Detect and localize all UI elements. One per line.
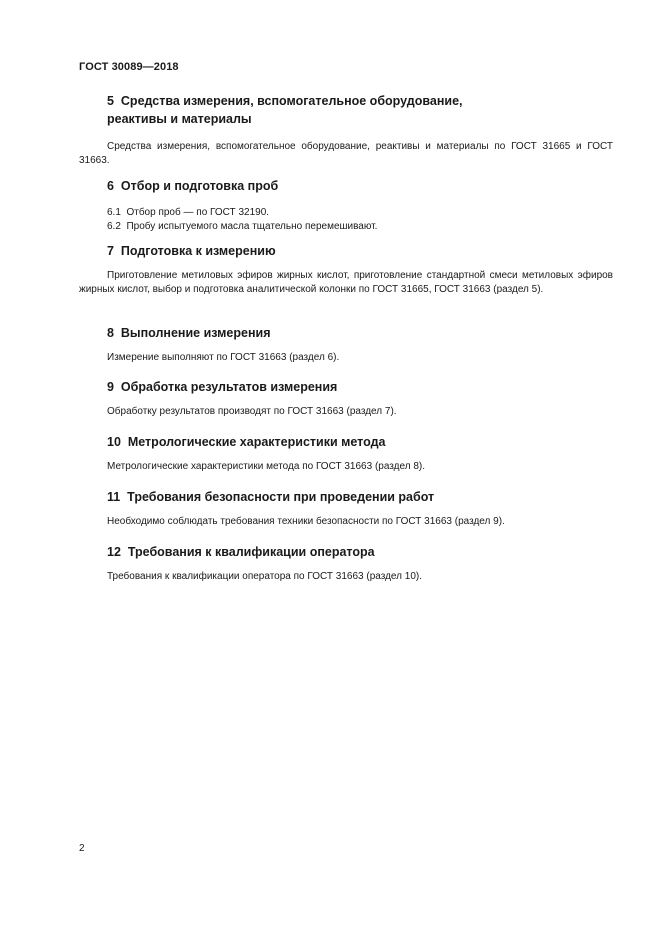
section-number: 6: [107, 179, 114, 193]
section-7-text: Приготовление метиловых эфиров жирных кислот, приготовление стандартной смеси метиловых эфиров жирных кислот, выбор и подготовка аналитической колонки по ГОСТ 31665, ГОСТ 31663 (раздел 5).: [79, 270, 613, 295]
section-12-heading: [79, 543, 613, 561]
section-8-text: Измерение выполняют по ГОСТ 31663 (раздел 6).: [107, 352, 340, 363]
section-6: [79, 177, 613, 233]
section-11-text: Необходимо соблюдать требования техники безопасности по ГОСТ 31663 (раздел 9).: [107, 516, 505, 527]
section-8-heading: [79, 324, 613, 342]
section-title: Требования к квалификации оператора: [127, 545, 375, 559]
section-10-text: Метрологические характеристики метода по ГОСТ 31663 (раздел 8).: [107, 461, 426, 472]
section-5-heading: [79, 92, 613, 128]
section-title: Отбор и подготовка проб: [120, 179, 279, 193]
page-number: 2: [79, 843, 85, 854]
section-8: [79, 324, 613, 365]
section-9-text: Обработку результатов производят по ГОСТ 31663 (раздел 7).: [107, 406, 397, 417]
section-title: Требования безопасности при проведении работ: [127, 490, 435, 504]
section-number: 7: [107, 244, 114, 258]
section-10-heading: [79, 433, 613, 451]
section-number: 10: [107, 435, 121, 449]
section-title: Метрологические характеристики метода: [127, 435, 386, 449]
section-9-heading: [79, 378, 613, 396]
section-10: [79, 433, 613, 474]
section-number: 8: [107, 326, 114, 340]
section-12: [79, 543, 613, 584]
section-title: Обработка результатов измерения: [120, 380, 338, 394]
section-number: 11: [107, 490, 121, 504]
section-title-line1: Средства измерения, вспомогательное оборудование,: [120, 94, 463, 108]
clause-number: 6.2: [107, 220, 121, 232]
section-9: [79, 378, 613, 419]
section-7-heading: [79, 242, 613, 260]
clause-6-2: [79, 220, 613, 234]
section-number: 12: [107, 545, 121, 559]
section-6-heading: [79, 177, 613, 195]
section-number: 9: [107, 380, 114, 394]
section-7: [79, 242, 613, 297]
section-11: [79, 488, 613, 529]
clause-number: 6.1: [107, 207, 121, 218]
section-title-line2: реактивы и материалы: [107, 112, 252, 126]
section-number: 5: [107, 94, 114, 108]
section-title: Подготовка к измерению: [120, 244, 276, 258]
section-title: Выполнение измерения: [120, 326, 271, 340]
section-11-heading: [79, 488, 613, 506]
clause-6-1: [79, 206, 613, 220]
clause-text: Пробу испытуемого масла тщательно перемешивают.: [126, 220, 378, 232]
clause-text: Отбор проб — по ГОСТ 32190.: [126, 207, 270, 218]
section-5-text: Средства измерения, вспомогательное оборудование, реактивы и материалы по ГОСТ 31665 и ГОСТ 31663.: [79, 141, 613, 166]
section-12-text: Требования к квалификации оператора по ГОСТ 31663 (раздел 10).: [107, 571, 423, 582]
section-5: [79, 92, 613, 168]
document-id: ГОСТ 30089—2018: [79, 61, 179, 73]
